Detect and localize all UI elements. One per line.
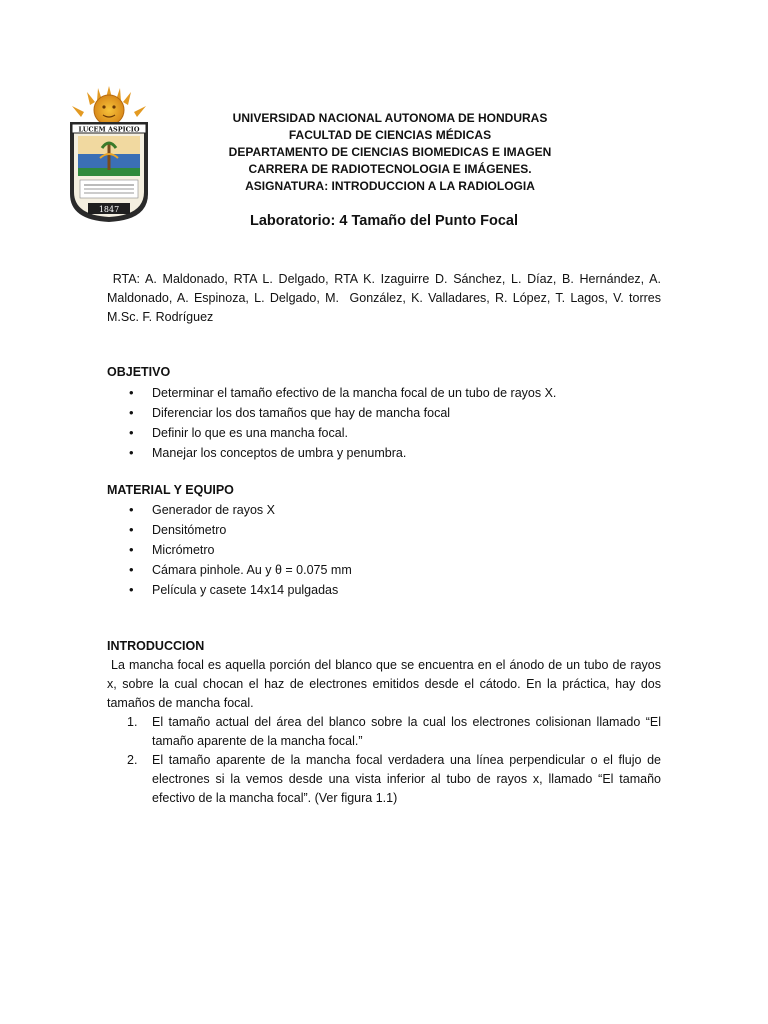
- bullet-icon: •: [129, 582, 134, 597]
- bullet-icon: •: [129, 542, 134, 557]
- svg-text:LUCEM ASPICIO: LUCEM ASPICIO: [78, 125, 140, 134]
- bullet-icon: •: [129, 385, 134, 400]
- university-seal-logo: [62, 84, 156, 224]
- list-item: • Película y casete 14x14 pulgadas: [107, 580, 352, 600]
- institution-header: [180, 110, 600, 195]
- section-title-introduccion: INTRODUCCION: [107, 639, 205, 653]
- list-item: • Generador de rayos X: [107, 500, 352, 520]
- introduccion-paragraph: La mancha focal es aquella porción del blanco que se encuentra en el ánodo de un tubo de rayos x, sobre la cual chocan el haz de electrones emitidos desde el cátodo. En la práctica, hay dos tamaños de mancha focal.: [107, 658, 665, 710]
- list-item: • Densitómetro: [107, 520, 352, 540]
- header-line-department: DEPARTAMENTO DE CIENCIAS BIOMEDICAS E IMAGEN: [228, 145, 552, 159]
- list-item: • Cámara pinhole. Au y θ = 0.075 mm: [107, 560, 352, 580]
- bullet-icon: •: [129, 445, 134, 460]
- bullet-icon: •: [129, 425, 134, 440]
- header-line-faculty: FACULTAD DE CIENCIAS MÉDICAS: [288, 128, 492, 142]
- section-title-material: MATERIAL Y EQUIPO: [107, 483, 234, 497]
- list-item: • Definir lo que es una mancha focal.: [107, 423, 556, 443]
- list-item: • Determinar el tamaño efectivo de la mancha focal de un tubo de rayos X.: [107, 383, 556, 403]
- list-number: 2.: [127, 753, 138, 767]
- header-line-career: CARRERA DE RADIOTECNOLOGIA E IMÁGENES.: [248, 162, 532, 176]
- lab-title: Laboratorio: 4 Tamaño del Punto Focal: [249, 213, 518, 229]
- list-item: • Micrómetro: [107, 540, 352, 560]
- list-item: 2. El tamaño aparente de la mancha focal verdadera una línea perpendicular o el flujo de electrones si la vemos desde una vista inferior al tubo de rayos x, llamado “El tamaño efectivo de la mancha focal”. (Ver figura 1.1): [127, 753, 661, 805]
- authors-paragraph: RTA: A. Maldonado, RTA L. Delgado, RTA K. Izaguirre D. Sánchez, L. Díaz, B. Hernández, A. Maldonado, A. Espinoza, L. Delgado, M. González, K. Valladares, R. López, T. Lagos, V. torres M.Sc. F. Rodríguez: [107, 272, 665, 324]
- list-item: 1. El tamaño actual del área del blanco sobre la cual los electrones colisionan llamado “El tamaño aparente de la mancha focal.”: [127, 715, 661, 748]
- bullet-icon: •: [129, 562, 134, 577]
- list-item: • Manejar los conceptos de umbra y penumbra.: [107, 443, 556, 463]
- introduccion-numbered-list: [107, 713, 661, 808]
- list-item: • Diferenciar los dos tamaños que hay de mancha focal: [107, 403, 556, 423]
- list-number: 1.: [127, 715, 138, 729]
- objetivo-list: [107, 383, 556, 463]
- header-line-university: UNIVERSIDAD NACIONAL AUTONOMA DE HONDURAS: [232, 111, 548, 125]
- bullet-icon: •: [129, 522, 134, 537]
- header-line-subject: ASIGNATURA: INTRODUCCION A LA RADIOLOGIA: [245, 179, 535, 193]
- bullet-icon: •: [129, 502, 134, 517]
- bullet-icon: •: [129, 405, 134, 420]
- material-list: [107, 500, 352, 600]
- section-title-objetivo: OBJETIVO: [107, 365, 171, 379]
- svg-text:1847: 1847: [98, 205, 120, 214]
